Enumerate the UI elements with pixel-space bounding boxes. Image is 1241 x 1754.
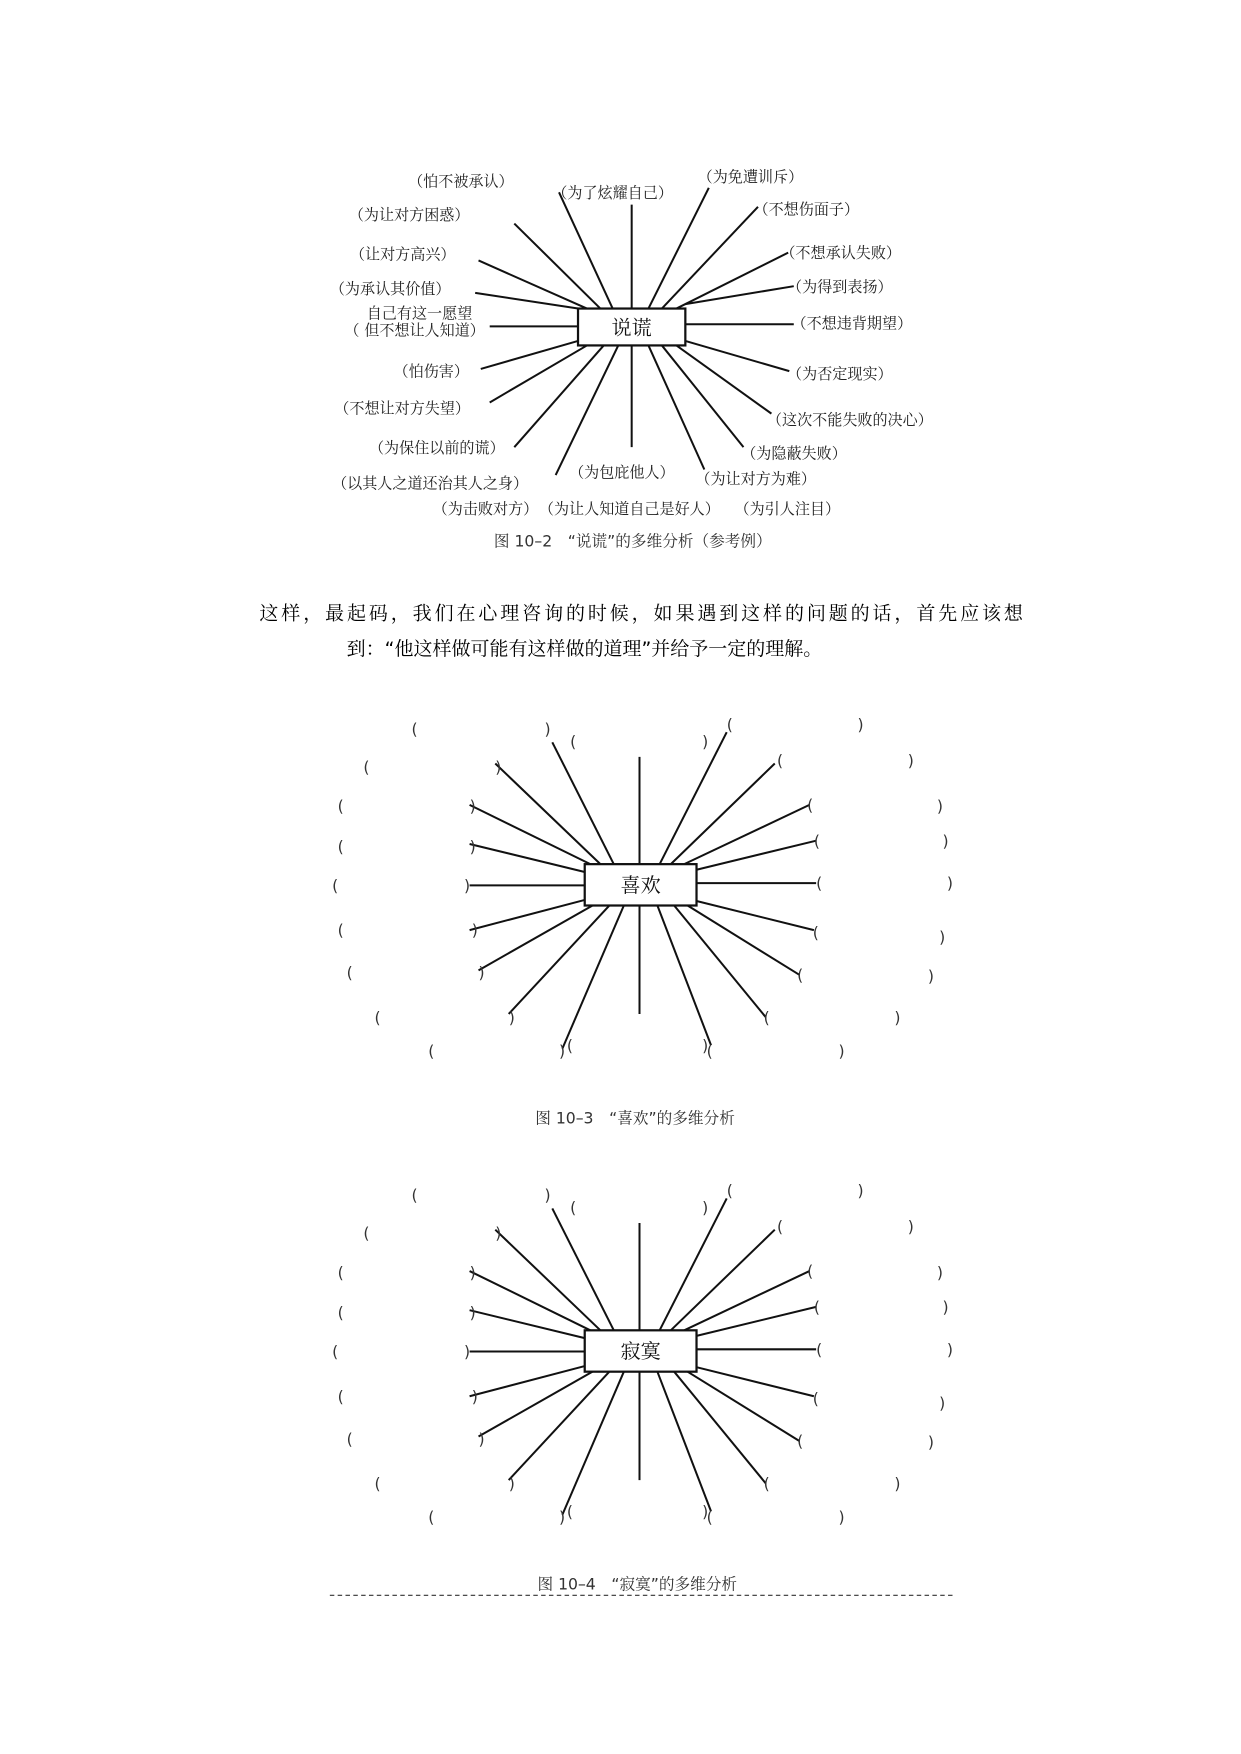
- figure-caption: 图 10–2 “说谎”的多维分析（参考例）: [493, 531, 772, 551]
- close-bracket: ): [894, 1007, 901, 1027]
- reason-label: （ 但不想让人知道）: [344, 321, 485, 340]
- spoke-line: [671, 764, 775, 865]
- body-text-line: 这样，最起码，我们在心理咨询的时候，如果遇到这样的问题的话，首先应该想: [259, 602, 1023, 625]
- center-label: 寂寞: [620, 1339, 661, 1364]
- spoke-line: [470, 844, 585, 872]
- close-bracket: ): [857, 714, 864, 734]
- spoke-line: [479, 1372, 593, 1437]
- figure-10-4-loneliness-diagram: [332, 1181, 953, 1594]
- open-bracket: (: [428, 1041, 435, 1061]
- open-bracket: (: [812, 922, 819, 942]
- open-bracket: (: [374, 1007, 381, 1027]
- close-bracket: ): [838, 1507, 845, 1527]
- spoke-line: [479, 906, 593, 971]
- reason-label: （不想违背期望）: [791, 314, 913, 333]
- close-bracket: ): [544, 1185, 551, 1205]
- spoke-line: [470, 1366, 585, 1396]
- spoke-line: [470, 1271, 591, 1330]
- figure-caption: 图 10–3 “喜欢”的多维分析: [535, 1108, 735, 1128]
- close-bracket: ): [702, 1502, 709, 1522]
- spoke-line: [490, 345, 587, 402]
- reason-label: （为了炫耀自己）: [552, 183, 673, 202]
- close-bracket: ): [927, 1432, 935, 1452]
- open-bracket: (: [411, 1185, 418, 1205]
- open-bracket: (: [706, 1041, 713, 1061]
- open-bracket: (: [337, 920, 344, 940]
- close-bracket: ): [702, 1197, 709, 1217]
- close-bracket: ): [471, 1386, 478, 1406]
- spoke-line: [688, 1372, 800, 1441]
- reason-label: （为让人知道自己是好人）: [538, 500, 720, 519]
- spoke-line: [662, 345, 744, 447]
- spoke-line: [697, 901, 814, 930]
- close-bracket: ): [469, 1262, 476, 1282]
- spoke-line: [552, 1208, 613, 1330]
- spoke-line: [470, 900, 585, 930]
- close-bracket: ): [946, 873, 954, 893]
- close-bracket: ): [939, 1393, 946, 1413]
- reason-label: （为得到表扬）: [787, 277, 893, 296]
- body-text-line: 到：“他这样做可能有这样做的道理”并给予一定的理解。: [346, 638, 823, 661]
- close-bracket: ): [544, 719, 551, 739]
- open-bracket: (: [726, 714, 733, 734]
- reason-label: （不想承认失败）: [780, 244, 901, 263]
- spoke-line: [481, 341, 578, 369]
- close-bracket: ): [946, 1339, 954, 1359]
- spoke-line: [509, 1372, 610, 1480]
- open-bracket: (: [332, 1342, 339, 1362]
- spoke-line: [562, 1372, 623, 1515]
- spoke-line: [697, 841, 817, 870]
- open-bracket: (: [346, 963, 353, 983]
- figure-10-3-like-diagram: [332, 715, 953, 1128]
- reason-label: （让对方高兴）: [349, 245, 456, 264]
- reason-label: （为击败对方）: [432, 500, 539, 519]
- open-bracket: (: [570, 1197, 577, 1217]
- spoke-line: [662, 207, 758, 309]
- close-bracket: ): [508, 1474, 515, 1494]
- open-bracket: (: [346, 1429, 353, 1449]
- spoke-line: [495, 764, 600, 865]
- reason-label: （怕伤害）: [393, 362, 469, 381]
- spoke-line: [676, 345, 771, 413]
- close-bracket: ): [702, 731, 709, 751]
- reason-label: （不想让对方失望）: [334, 399, 471, 418]
- open-bracket: (: [374, 1474, 381, 1494]
- center-label: 喜欢: [620, 873, 661, 898]
- open-bracket: (: [337, 1303, 344, 1323]
- reason-label: （以其人之道还治其人之身）: [332, 474, 529, 493]
- reason-label: 自己有这一愿望: [366, 304, 473, 323]
- open-bracket: (: [428, 1507, 435, 1527]
- open-bracket: (: [332, 875, 339, 895]
- open-bracket: (: [797, 1431, 804, 1451]
- close-bracket: ): [702, 1035, 709, 1055]
- spoke-line: [562, 906, 623, 1049]
- close-bracket: ): [942, 1297, 949, 1317]
- spoke-line: [559, 192, 613, 308]
- open-bracket: (: [363, 1223, 370, 1243]
- open-bracket: (: [816, 873, 823, 893]
- spoke-line: [684, 805, 809, 864]
- open-bracket: (: [726, 1181, 733, 1201]
- close-bracket: ): [469, 836, 476, 856]
- open-bracket: (: [706, 1507, 713, 1527]
- center-label: 说谎: [611, 315, 652, 340]
- close-bracket: ): [559, 1041, 566, 1061]
- spoke-line: [509, 906, 610, 1014]
- spoke-line: [660, 732, 727, 864]
- spoke-line: [657, 1372, 711, 1512]
- open-bracket: (: [763, 1007, 770, 1027]
- open-bracket: (: [337, 1262, 344, 1282]
- close-bracket: ): [471, 920, 478, 940]
- open-bracket: (: [813, 831, 821, 851]
- open-bracket: (: [763, 1474, 770, 1494]
- close-bracket: ): [907, 1216, 914, 1236]
- close-bracket: ): [927, 966, 935, 986]
- close-bracket: ): [463, 1342, 471, 1362]
- open-bracket: (: [777, 1216, 784, 1236]
- close-bracket: ): [838, 1041, 845, 1061]
- spoke-line: [671, 1230, 775, 1331]
- reason-label: （这次不能失败的决心）: [766, 410, 933, 429]
- spoke-line: [674, 906, 766, 1018]
- spoke-line: [697, 1367, 814, 1396]
- reason-label: （为让对方困惑）: [348, 206, 470, 225]
- spoke-line: [657, 906, 711, 1046]
- figure-caption: 图 10–4 “寂寞”的多维分析: [537, 1574, 738, 1594]
- spoke-line: [470, 805, 591, 864]
- close-bracket: ): [857, 1181, 864, 1201]
- close-bracket: ): [936, 796, 943, 816]
- reason-label: （怕不被承认）: [408, 172, 514, 191]
- close-bracket: ): [894, 1474, 901, 1494]
- open-bracket: (: [363, 757, 370, 777]
- open-bracket: (: [807, 795, 814, 815]
- close-bracket: ): [478, 963, 485, 983]
- open-bracket: (: [797, 965, 804, 985]
- spoke-line: [676, 253, 788, 309]
- close-bracket: ): [495, 1223, 502, 1243]
- open-bracket: (: [337, 1386, 344, 1406]
- spoke-line: [495, 1230, 600, 1331]
- spoke-line: [697, 1307, 817, 1336]
- figure-10-2-lying-diagram: [330, 168, 933, 550]
- open-bracket: (: [566, 1035, 573, 1055]
- open-bracket: (: [411, 719, 418, 739]
- reason-label: （为免遭训斥）: [697, 168, 804, 187]
- close-bracket: ): [478, 1429, 485, 1449]
- spoke-line: [552, 742, 613, 864]
- open-bracket: (: [816, 1339, 823, 1359]
- close-bracket: ): [942, 831, 949, 851]
- spoke-line: [674, 1372, 766, 1484]
- reason-label: （为包庇他人）: [569, 463, 675, 482]
- close-bracket: ): [469, 1303, 476, 1323]
- open-bracket: (: [812, 1389, 819, 1409]
- open-bracket: (: [566, 1502, 573, 1522]
- reason-label: （不想伤面子）: [753, 200, 860, 219]
- spoke-line: [684, 1271, 809, 1330]
- reason-label: （为隐蔽失败）: [741, 444, 847, 463]
- open-bracket: (: [777, 750, 784, 770]
- close-bracket: ): [463, 875, 471, 895]
- spoke-line: [660, 1198, 727, 1330]
- reason-label: （为让对方为难）: [695, 470, 817, 489]
- reason-label: （为否定现实）: [787, 364, 893, 383]
- spoke-line: [685, 341, 789, 371]
- open-bracket: (: [337, 836, 344, 856]
- reason-label: （为引人注目）: [734, 500, 841, 519]
- open-bracket: (: [807, 1261, 814, 1281]
- open-bracket: (: [813, 1297, 821, 1317]
- reason-label: （为保住以前的谎）: [368, 438, 505, 457]
- open-bracket: (: [337, 796, 344, 816]
- close-bracket: ): [559, 1507, 566, 1527]
- close-bracket: ): [495, 757, 502, 777]
- close-bracket: ): [508, 1007, 515, 1027]
- close-bracket: ): [939, 927, 946, 947]
- close-bracket: ): [907, 750, 914, 770]
- reason-label: （为承认其价值）: [329, 280, 451, 299]
- close-bracket: ): [936, 1262, 943, 1282]
- close-bracket: ): [469, 796, 476, 816]
- spoke-line: [688, 906, 800, 975]
- spoke-line: [475, 293, 578, 309]
- spoke-line: [470, 1310, 585, 1338]
- open-bracket: (: [570, 731, 577, 751]
